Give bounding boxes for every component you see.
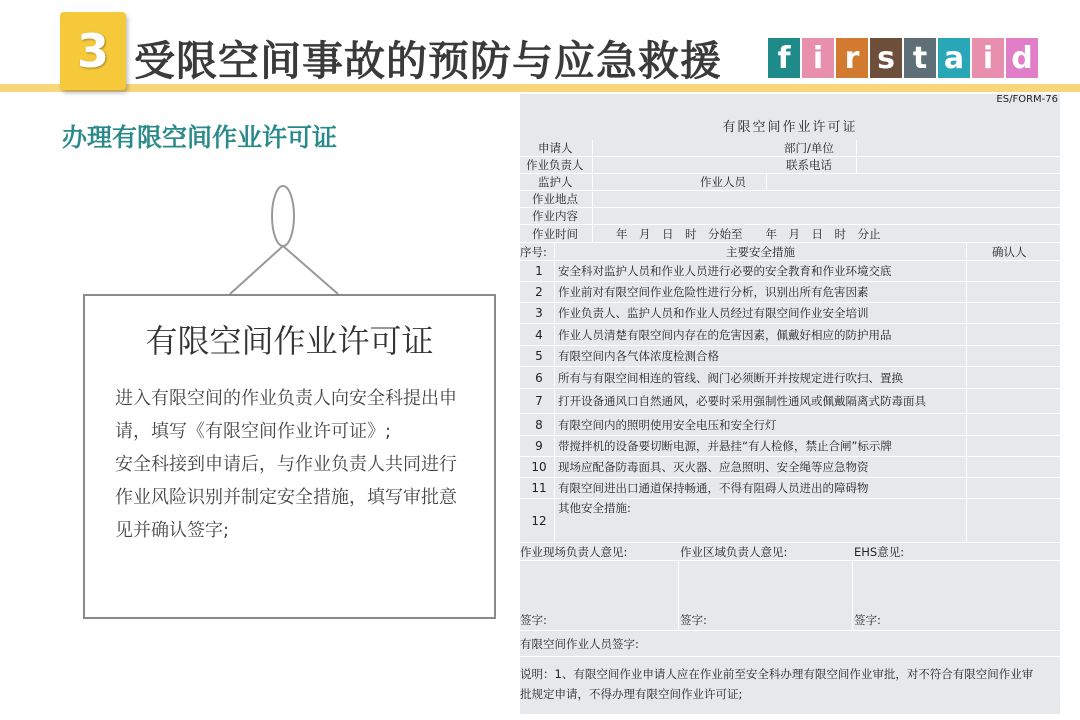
table-row xyxy=(520,303,1060,324)
measure-no: 6 xyxy=(535,370,543,385)
col-no-header: 序号: xyxy=(520,244,547,259)
card-line: 安全科接到申请后，与作业负责人共同进行 xyxy=(115,454,457,475)
form-table-header xyxy=(520,243,1060,261)
opinion-ehs-label: EHS意见: xyxy=(854,544,905,559)
permit-form xyxy=(520,94,1060,714)
permit-tag-card xyxy=(83,294,496,619)
measure-text: 打开设备通风口自然通风，必要时采用强制性通风或佩戴隔离式防毒面具 xyxy=(558,394,926,408)
section-subtitle: 办理有限空间作业许可证 xyxy=(62,123,338,152)
form-row-leader xyxy=(520,157,1060,174)
leader-label: 作业负责人 xyxy=(526,158,584,172)
card-line: 进入有限空间的作业负责人向安全科提出申 xyxy=(115,388,457,409)
page-title: 受限空间事故的预防与应急救援 xyxy=(134,37,722,85)
logo-tile: i xyxy=(802,38,834,78)
measure-no: 11 xyxy=(531,481,547,495)
phone-label: 联系电话 xyxy=(786,158,832,172)
measure-no: 10 xyxy=(531,460,547,474)
note-line-1: 说明：1、有限空间作业申请人应在作业前至安全科办理有限空间作业审批，对不符合有限空间作业审 xyxy=(520,667,1034,681)
table-row xyxy=(520,414,1060,436)
table-row xyxy=(520,367,1060,389)
card-line: 作业风险识别并制定安全措施，填写审批意 xyxy=(115,487,457,508)
table-row xyxy=(520,324,1060,346)
table-row xyxy=(520,389,1060,414)
measure-text: 其他安全措施: xyxy=(558,501,631,515)
section-number-badge: 3 xyxy=(60,12,126,90)
logo-tile: r xyxy=(836,38,868,78)
table-row xyxy=(520,499,1060,543)
sign-label-ehs: 签字: xyxy=(854,613,881,627)
measure-text: 作业前对有限空间作业危险性进行分析，识别出所有危害因素 xyxy=(558,285,869,299)
opinion-header-row xyxy=(520,543,1060,561)
measure-text: 有限空间内各气体浓度检测合格 xyxy=(558,349,719,363)
logo-tile: f xyxy=(768,38,800,78)
measure-text: 所有与有限空间相连的管线、阀门必须断开并按规定进行吹扫、置换 xyxy=(558,370,903,385)
form-row-monitor xyxy=(520,174,1060,191)
measure-no: 3 xyxy=(535,306,543,320)
content-label: 作业内容 xyxy=(532,209,578,223)
dept-label: 部门/单位 xyxy=(784,141,834,155)
card-line: 见并确认签字; xyxy=(115,520,230,541)
measure-text: 有限空间内的照明使用安全电压和安全行灯 xyxy=(558,417,777,432)
form-row-applicant xyxy=(520,140,1060,157)
form-row-content xyxy=(520,208,1060,225)
logo-tile: t xyxy=(904,38,936,78)
logo-tile: s xyxy=(870,38,902,78)
measure-no: 12 xyxy=(531,513,547,528)
time-value: 年 月 日 时 分始至 年 月 日 时 分止 xyxy=(616,226,881,241)
worker-sign-row xyxy=(520,631,1060,657)
logo-tile: d xyxy=(1006,38,1038,78)
measure-text: 作业负责人、监护人员和作业人员经过有限空间作业安全培训 xyxy=(558,306,869,320)
applicant-label: 申请人 xyxy=(538,141,573,155)
measure-no: 4 xyxy=(535,327,543,342)
opinion-sign-row xyxy=(520,561,1060,631)
tag-hanger-icon xyxy=(200,180,380,298)
measure-no: 1 xyxy=(535,264,543,278)
worker-sign-label: 有限空间作业人员签字: xyxy=(520,636,639,651)
opinion-area-label: 作业区域负责人意见: xyxy=(680,544,788,559)
monitor-label: 监护人 xyxy=(538,175,573,189)
table-row xyxy=(520,282,1060,303)
note-row xyxy=(520,664,1060,704)
sign-label-site: 签字: xyxy=(520,613,547,627)
col-confirm-header: 确认人 xyxy=(992,244,1027,259)
site-label: 作业地点 xyxy=(532,192,578,206)
form-row-site xyxy=(520,191,1060,208)
measure-no: 9 xyxy=(535,439,543,453)
measure-text: 现场应配备防毒面具、灭火器、应急照明、安全绳等应急物资 xyxy=(558,460,869,474)
logo-tile: a xyxy=(938,38,970,78)
note-line-2: 批规定申请，不得办理有限空间作业许可证; xyxy=(520,687,743,701)
table-row xyxy=(520,436,1060,457)
time-label: 作业时间 xyxy=(532,226,578,241)
table-row xyxy=(520,261,1060,282)
measure-no: 2 xyxy=(535,285,543,299)
measure-text: 安全科对监护人员和作业人员进行必要的安全教育和作业环境交底 xyxy=(558,264,892,278)
measure-no: 5 xyxy=(535,349,543,363)
opinion-site-label: 作业现场负责人意见: xyxy=(520,544,628,559)
measure-text: 作业人员清楚有限空间内存在的危害因素，佩戴好相应的防护用品 xyxy=(558,327,892,342)
form-code: ES/FORM-76 xyxy=(996,94,1058,105)
measure-text: 有限空间进出口通道保持畅通，不得有阻碍人员进出的障碍物 xyxy=(558,481,869,495)
measure-no: 7 xyxy=(535,394,543,408)
card-line: 请，填写《有限空间作业许可证》; xyxy=(115,421,392,442)
logo-tile: i xyxy=(972,38,1004,78)
form-row-time xyxy=(520,225,1060,243)
card-body xyxy=(115,382,470,547)
measure-text: 带搅拌机的设备要切断电源，并悬挂“有人检修，禁止合闸”标示牌 xyxy=(558,439,892,453)
col-measure-header: 主要安全措施 xyxy=(726,244,795,259)
sign-label-area: 签字: xyxy=(680,613,707,627)
table-row xyxy=(520,457,1060,478)
measure-no: 8 xyxy=(535,417,543,432)
table-row xyxy=(520,346,1060,367)
card-title: 有限空间作业许可证 xyxy=(145,322,434,360)
table-row xyxy=(520,478,1060,499)
worker-label: 作业人员 xyxy=(700,175,746,189)
form-title: 有限空间作业许可证 xyxy=(722,120,858,135)
firstaid-logo xyxy=(768,38,1038,78)
